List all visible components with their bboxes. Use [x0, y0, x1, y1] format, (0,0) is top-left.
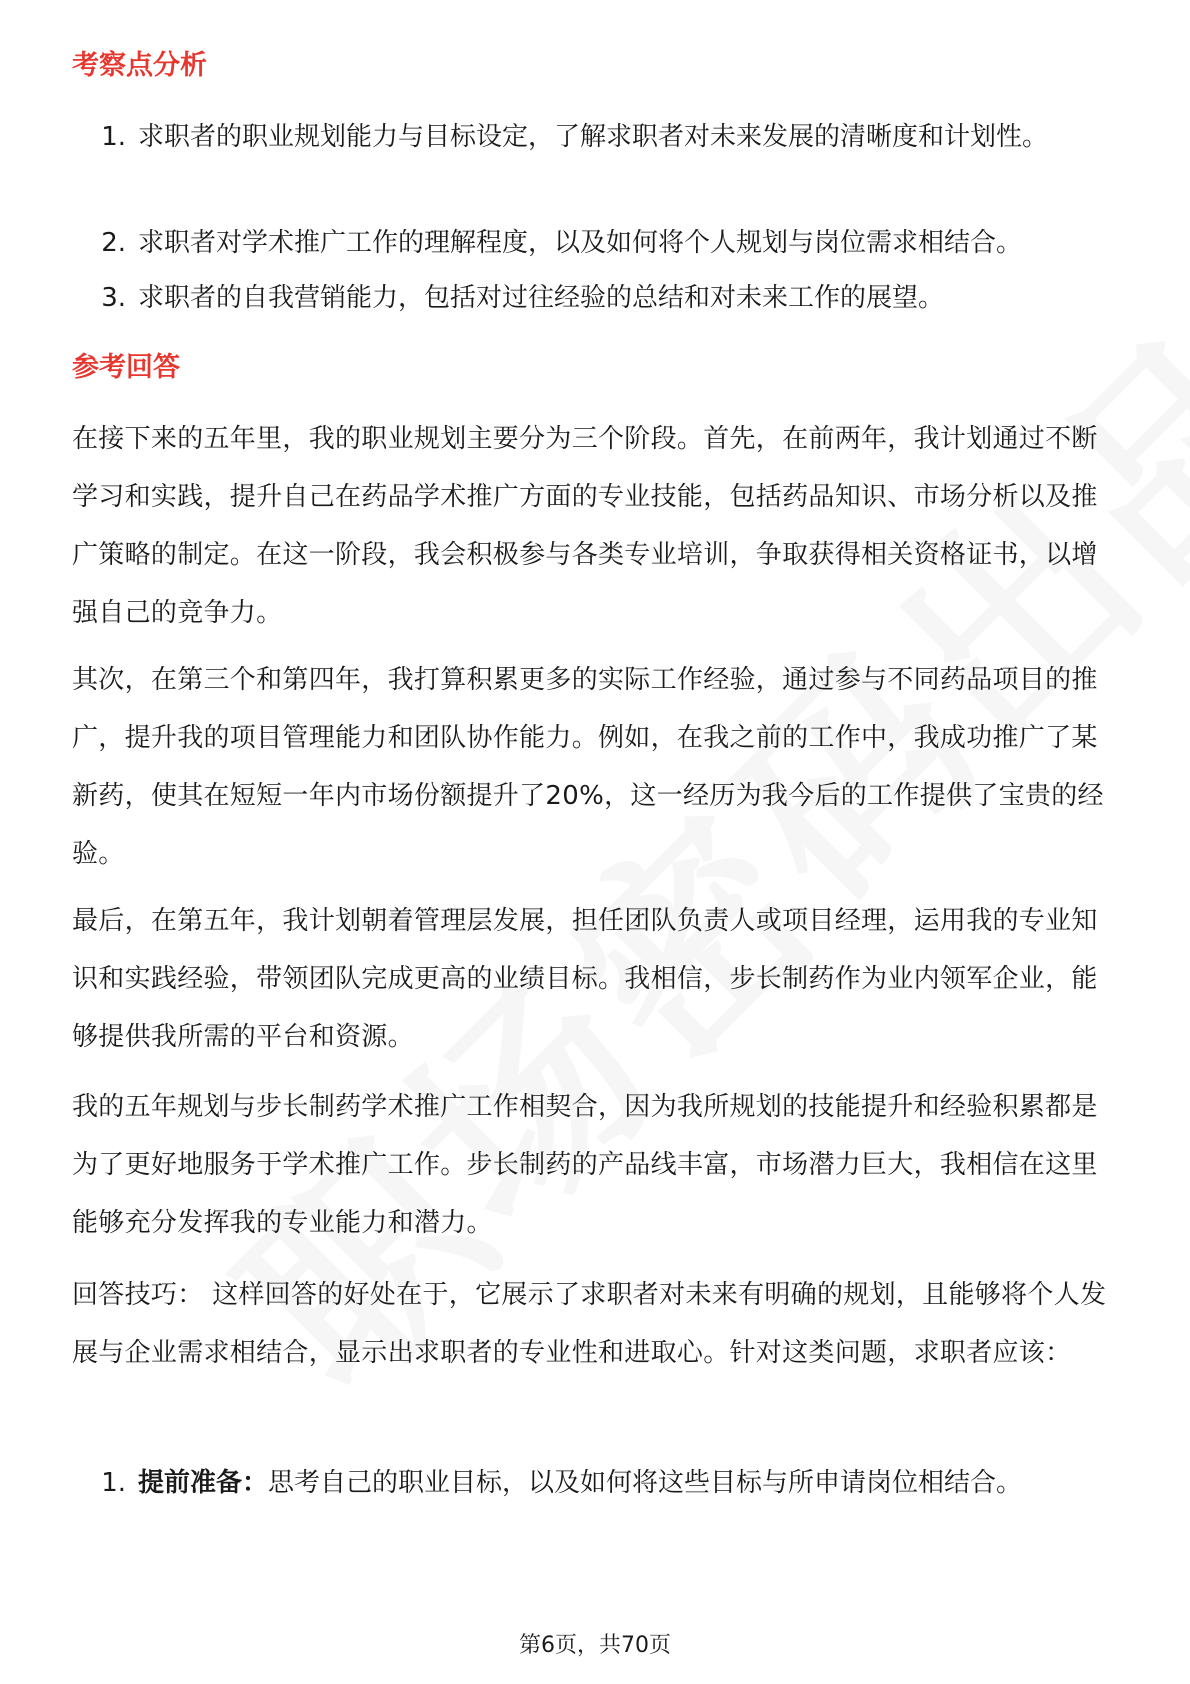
analysis-list-item [72, 269, 1120, 327]
list-text: 求职者的职业规划能力与目标设定，了解求职者对未来发展的清晰度和计划性。 [138, 122, 1049, 152]
tip-text: 思考自己的职业目标，以及如何将这些目标与所申请岗位相结合。 [268, 1468, 1023, 1498]
list-number: 1. [101, 122, 126, 152]
answer-tips-intro: 回答技巧： 这样回答的好处在于，它展示了求职者对未来有明确的规划，且能够将个人发展与企业需求相结合，显示出求职者的专业性和进取心。针对这类问题，求职者应该： [72, 1280, 1107, 1368]
answer-paragraph: 最后，在第五年，我计划朝着管理层发展，担任团队负责人或项目经理，运用我的专业知识和实践经验，带领团队完成更高的业绩目标。我相信，步长制药作为业内领军企业，能够提供我所需的平台和资源。 [72, 906, 1098, 1052]
tip-label: 提前准备： [138, 1468, 269, 1498]
page-number: 第6页，共70页 [519, 1633, 671, 1658]
answer-paragraph: 在接下来的五年里，我的职业规划主要分为三个阶段。首先，在前两年，我计划通过不断学习和实践，提升自己在药品学术推广方面的专业技能，包括药品知识、市场分析以及推广策略的制定。在这一阶段，我会积极参与各类专业培训，争取获得相关资格证书，以增强自己的竞争力。 [72, 424, 1098, 628]
analysis-heading: 考察点分析 [72, 50, 207, 81]
list-text: 求职者对学术推广工作的理解程度，以及如何将个人规划与岗位需求相结合。 [138, 228, 1023, 258]
analysis-list-item [72, 214, 1120, 272]
analysis-list-item [72, 108, 1120, 166]
list-number: 1. [101, 1468, 126, 1498]
list-text: 求职者的自我营销能力，包括对过往经验的总结和对未来工作的展望。 [138, 283, 945, 313]
answer-paragraph: 我的五年规划与步长制药学术推广工作相契合，因为我所规划的技能提升和经验积累都是为了更好地服务于学术推广工作。步长制药的产品线丰富，市场潜力巨大，我相信在这里能够充分发挥我的专业能力和潜力。 [72, 1092, 1098, 1238]
tip-list-item [72, 1454, 1120, 1512]
list-number: 3. [101, 283, 126, 313]
answer-heading: 参考回答 [72, 352, 180, 383]
list-number: 2. [101, 228, 126, 258]
answer-paragraph: 其次，在第三个和第四年，我打算积累更多的实际工作经验，通过参与不同药品项目的推广，提升我的项目管理能力和团队协作能力。例如，在我之前的工作中，我成功推广了某新药，使其在短短一年内市场份额提升了20%，这一经历为我今后的工作提供了宝贵的经验。 [72, 665, 1104, 869]
